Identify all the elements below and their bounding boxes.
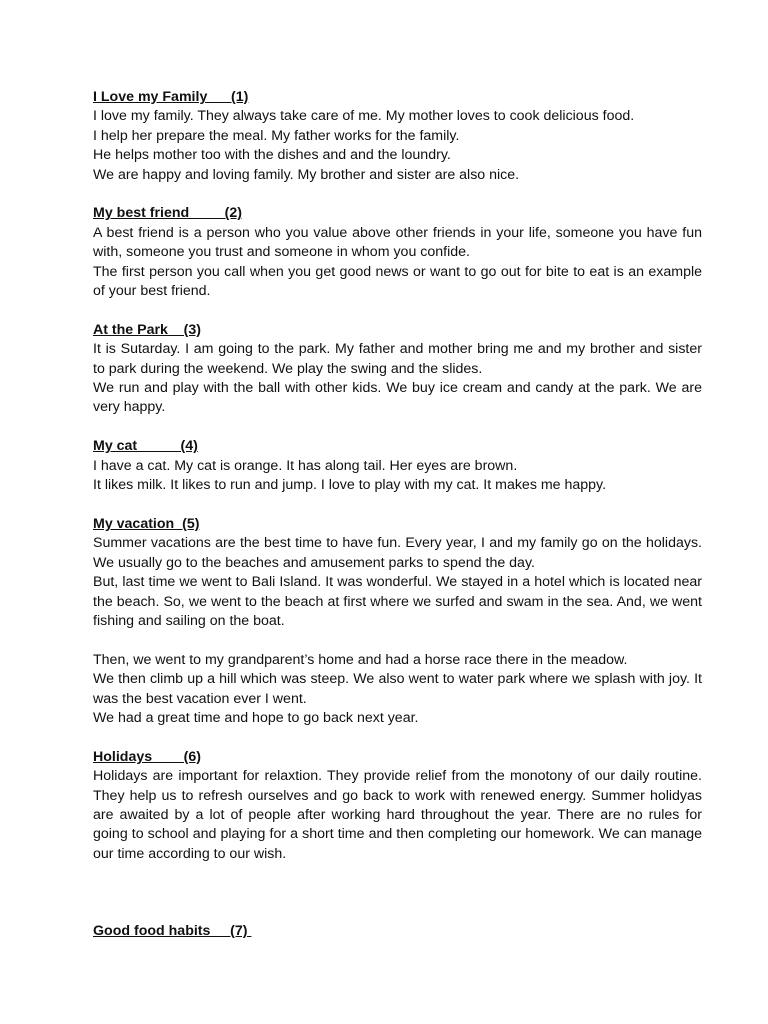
paragraph: We then climb up a hill which was steep. We also went to water park where we splash with joy. It was the best vacation ever I went. bbox=[93, 671, 702, 707]
paragraph: It likes milk. It likes to run and jump. I love to play with my cat. It makes me happy. bbox=[93, 477, 607, 494]
document-page bbox=[93, 88, 702, 961]
section-food-habits bbox=[93, 922, 702, 941]
paragraph-gap bbox=[93, 631, 702, 650]
section-best-friend bbox=[93, 204, 702, 301]
paragraph: It is Sutarday. I am going to the park. My father and mother bring me and my brother and sister to park during the weekend. We play the swing and the slides. bbox=[93, 341, 702, 377]
section-heading: At the Park (3) bbox=[93, 321, 202, 338]
section-heading: I Love my Family (1) bbox=[93, 89, 249, 105]
section-vacation bbox=[93, 515, 702, 728]
paragraph: Summer vacations are the best time to have fun. Every year, I and my family go on the holidays. We usually go to the beaches and amusement parks to spend the day. bbox=[93, 535, 702, 571]
paragraph: I help her prepare the meal. My father works for the family. bbox=[93, 127, 460, 144]
section-family bbox=[93, 88, 702, 185]
section-heading: Holidays (6) bbox=[93, 748, 202, 765]
section-heading: My vacation (5) bbox=[93, 515, 200, 532]
section-park bbox=[93, 321, 702, 418]
paragraph: I love my family. They always take care of me. My mother loves to cook delicious food. bbox=[93, 108, 635, 125]
paragraph: We are happy and loving family. My brother and sister are also nice. bbox=[93, 166, 520, 183]
paragraph: We run and play with the ball with other kids. We buy ice cream and candy at the park. We are very happy. bbox=[93, 380, 702, 416]
paragraph: The first person you call when you get good news or want to go out for bite to eat is an example of your best friend. bbox=[93, 263, 702, 300]
paragraph: Holidays are important for relaxtion. They provide relief from the monotony of our daily routine. They help us to refresh ourselves and go back to work with renewed energy. Summer holidyas are awaited by a lot of people after working hard throughout the year. There are no rules for going to school and playing for a short time and then completing our homework. We can manage our time according to our wish. bbox=[93, 768, 702, 862]
paragraph: A best friend is a person who you value above other friends in your life, someone you have fun with, someone you trust and someone in whom you confide. bbox=[93, 224, 702, 261]
section-heading: Good food habits (7) bbox=[93, 923, 252, 940]
section-heading: My cat (4) bbox=[93, 438, 198, 455]
section-heading: My best friend (2) bbox=[93, 205, 242, 222]
paragraph: But, last time we went to Bali Island. It was wonderful. We stayed in a hotel which is located near the beach. So, we went to the beach at first where we surfed and swam in the sea. And, we went fishing and sailing on the boat. bbox=[93, 574, 702, 629]
section-holidays bbox=[93, 748, 702, 864]
section-cat bbox=[93, 437, 702, 495]
paragraph: He helps mother too with the dishes and and the loundry. bbox=[93, 147, 451, 164]
paragraph: I have a cat. My cat is orange. It has along tail. Her eyes are brown. bbox=[93, 457, 518, 474]
paragraph: We had a great time and hope to go back next year. bbox=[93, 709, 419, 726]
paragraph: Then, we went to my grandparent’s home and had a horse race there in the meadow. bbox=[93, 651, 628, 668]
